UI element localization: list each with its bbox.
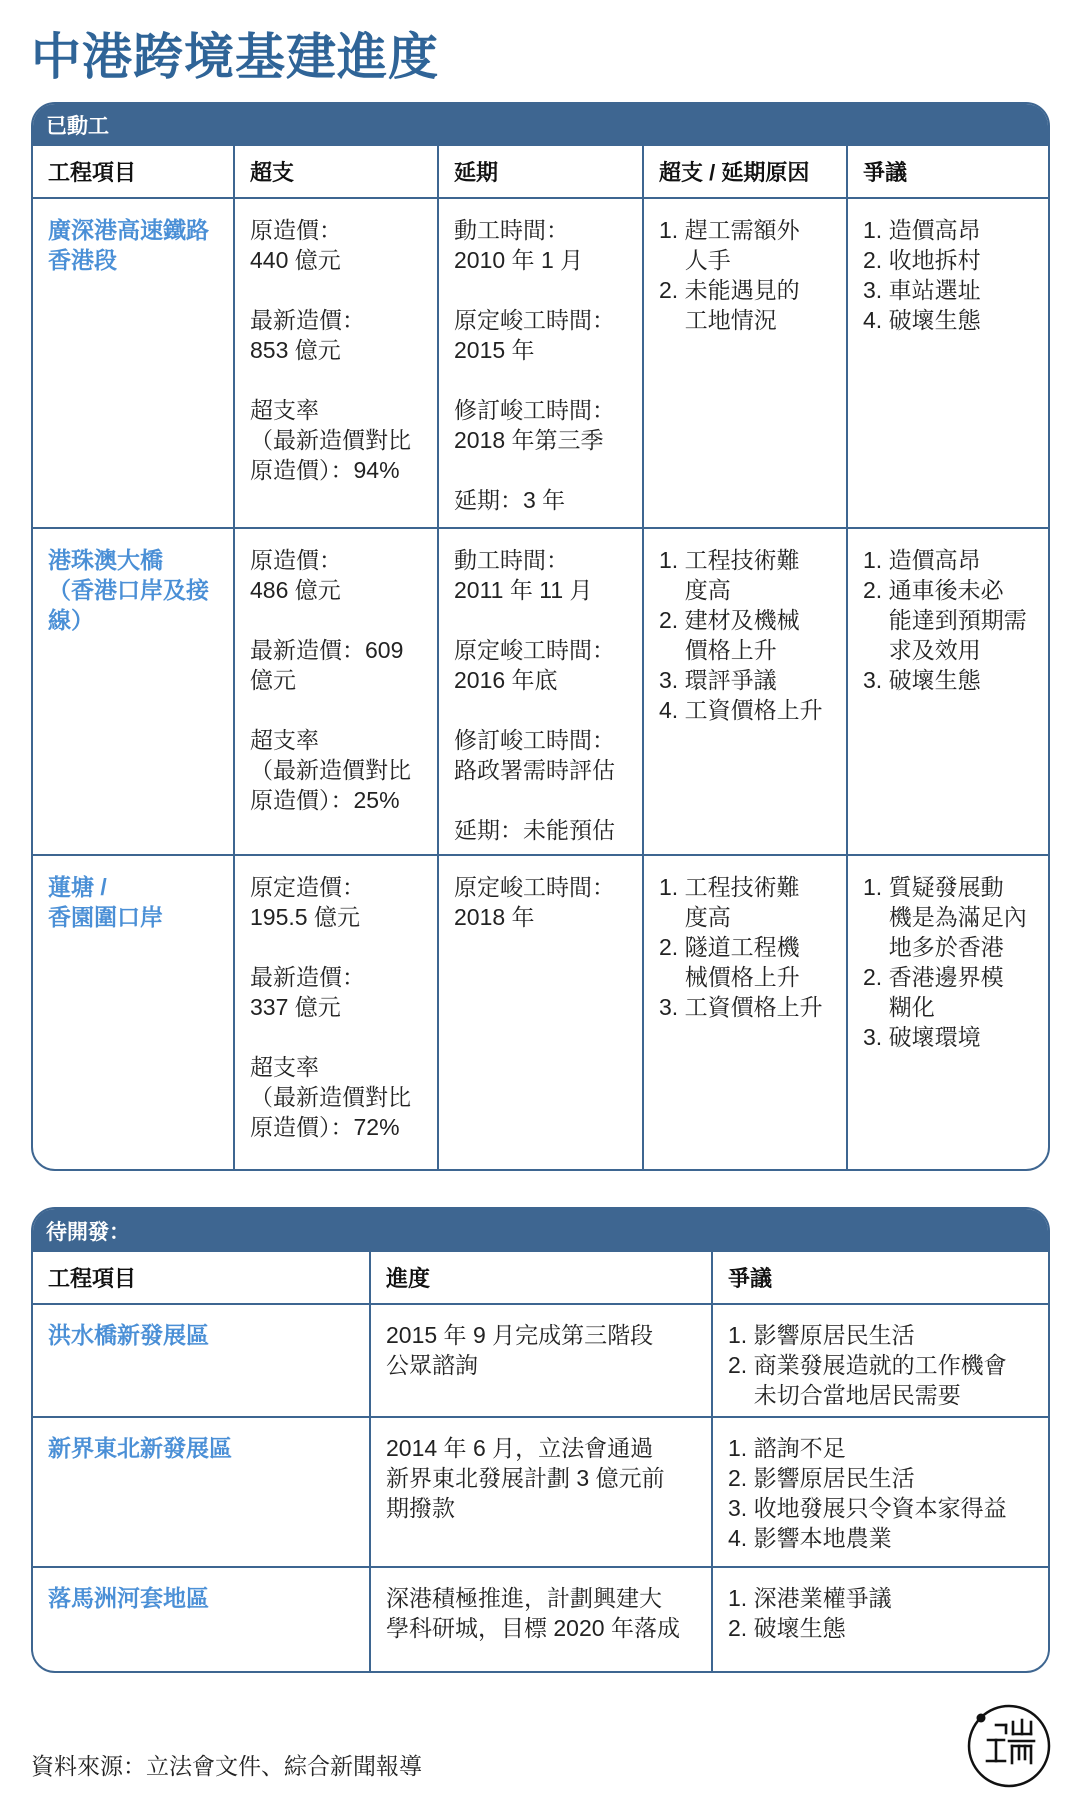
brand-logo-icon-graphic [966, 1703, 1052, 1789]
dispute-item: 2. 通車後未必 能達到預期需 求及效用 [863, 577, 1027, 663]
disputes-cell [848, 199, 1048, 529]
table-row [33, 529, 1048, 856]
reasons-cell [644, 856, 848, 1169]
table-row [33, 856, 1048, 1169]
pending-projects-table [31, 1207, 1050, 1673]
progress-cell [371, 1305, 713, 1418]
reason-item: 2. 建材及機械 價格上升 [659, 607, 800, 663]
delay-item: 修訂峻工時間： 路政署需時評估 [454, 727, 615, 783]
dispute-item: 1. 深港業權爭議 [728, 1585, 892, 1611]
disputes-list [728, 1433, 1038, 1553]
header-row [33, 146, 1048, 199]
table-row [33, 199, 1048, 529]
overrun-item: 超支率 （最新造價對比 原造價）：25% [250, 727, 411, 813]
reason-item: 3. 環評爭議 [659, 667, 777, 693]
dispute-item: 4. 破壞生態 [863, 307, 981, 333]
overrun-item: 最新造價： 337 億元 [250, 964, 365, 1020]
delay-cell [439, 529, 644, 856]
dispute-item: 1. 造價高昂 [863, 217, 981, 243]
pending-projects-grid [33, 1252, 1048, 1671]
dispute-item: 1. 造價高昂 [863, 547, 981, 573]
section-header-pending [33, 1209, 1048, 1252]
progress-text: 2015 年 9 月完成第三階段 公眾諮詢 [386, 1322, 654, 1378]
overrun-item: 最新造價：609 億元 [250, 637, 404, 693]
dispute-item: 2. 收地拆村 [863, 247, 981, 273]
source-note: 資料來源：立法會文件、綜合新聞報導 [31, 1753, 422, 1779]
progress-text: 深港積極推進，計劃興建大 學科研城，目標 2020 年落成 [386, 1585, 680, 1641]
delay-item: 動工時間： 2010 年 1 月 [454, 217, 584, 273]
started-projects-grid [33, 146, 1048, 1169]
dispute-item: 2. 香港邊界模 糊化 [863, 964, 1004, 1020]
column-header-overrun: 超支 [235, 146, 439, 199]
reason-item: 4. 工資價格上升 [659, 697, 823, 723]
reason-item: 1. 工程技術難 度高 [659, 547, 800, 603]
table-row [33, 1568, 1048, 1671]
project-name-cell: 新界東北新發展區 [33, 1418, 371, 1568]
logo-dot [977, 1714, 986, 1723]
dispute-item: 2. 影響原居民生活 [728, 1465, 915, 1491]
dispute-item: 2. 破壞生態 [728, 1615, 846, 1641]
reasons-list [659, 545, 836, 725]
page-title: 中港跨境基建進度 [31, 29, 439, 85]
column-header-disputes: 爭議 [713, 1252, 1048, 1305]
project-name-cell: 廣深港高速鐵路 香港段 [33, 199, 235, 529]
column-header-reasons: 超支 / 延期原因 [644, 146, 848, 199]
reason-item: 2. 隧道工程機 械價格上升 [659, 934, 800, 990]
reason-item: 1. 趕工需額外 人手 [659, 217, 800, 273]
delay-item: 延期：未能預估 [454, 817, 615, 843]
delay-item: 原定峻工時間： 2015 年 [454, 307, 615, 363]
project-name-cell: 洪水橋新發展區 [33, 1305, 371, 1418]
disputes-cell [713, 1568, 1048, 1671]
dispute-item: 3. 收地發展只令資本家得益 [728, 1495, 1007, 1521]
overrun-item: 原定造價： 195.5 億元 [250, 874, 365, 930]
dispute-item: 4. 影響本地農業 [728, 1525, 892, 1551]
reasons-cell [644, 199, 848, 529]
delay-cell [439, 199, 644, 529]
dispute-item: 3. 破壞生態 [863, 667, 981, 693]
dispute-item: 1. 諮詢不足 [728, 1435, 846, 1461]
disputes-list [728, 1320, 1038, 1410]
column-header-progress: 進度 [371, 1252, 713, 1305]
reasons-list [659, 215, 836, 335]
project-name-cell: 蓮塘 / 香園圍口岸 [33, 856, 235, 1169]
column-header-disputes: 爭議 [848, 146, 1048, 199]
delay-item: 原定峻工時間： 2018 年 [454, 874, 615, 930]
overrun-cell [235, 199, 439, 529]
reason-item: 2. 未能遇見的 工地情況 [659, 277, 800, 333]
dispute-item: 2. 商業發展造就的工作機會 未切合當地居民需要 [728, 1352, 1007, 1408]
disputes-cell [848, 529, 1048, 856]
project-name-cell: 落馬洲河套地區 [33, 1568, 371, 1671]
reason-item: 1. 工程技術難 度高 [659, 874, 800, 930]
delay-item: 原定峻工時間： 2016 年底 [454, 637, 615, 693]
progress-text: 2014 年 6 月，立法會通過 新界東北發展計劃 3 億元前 期撥款 [386, 1435, 665, 1521]
overrun-cell [235, 856, 439, 1169]
disputes-list [863, 545, 1038, 695]
delay-cell [439, 856, 644, 1169]
started-projects-table [31, 102, 1050, 1171]
section-title: 已動工 [46, 115, 109, 138]
table-row [33, 1418, 1048, 1568]
section-header-started [33, 104, 1048, 146]
overrun-item: 原造價： 440 億元 [250, 217, 342, 273]
reasons-list [659, 872, 836, 1022]
column-header-project: 工程項目 [33, 1252, 371, 1305]
column-header-project: 工程項目 [33, 146, 235, 199]
overrun-item: 超支率 （最新造價對比 原造價）：72% [250, 1054, 411, 1140]
overrun-item: 最新造價： 853 億元 [250, 307, 365, 363]
disputes-cell [848, 856, 1048, 1169]
section-title: 待開發： [46, 1220, 130, 1244]
dispute-item: 3. 車站選址 [863, 277, 981, 303]
disputes-cell [713, 1305, 1048, 1418]
overrun-item: 原造價： 486 億元 [250, 547, 342, 603]
delay-item: 動工時間： 2011 年 11 月 [454, 547, 593, 603]
overrun-item: 超支率 （最新造價對比 原造價）：94% [250, 397, 411, 483]
disputes-list [863, 872, 1038, 1052]
dispute-item: 1. 影響原居民生活 [728, 1322, 915, 1348]
delay-item: 延期：3 年 [454, 487, 566, 513]
header-row [33, 1252, 1048, 1305]
disputes-list [863, 215, 1038, 335]
logo-mark [987, 1720, 1034, 1763]
reasons-cell [644, 529, 848, 856]
brand-logo-icon [966, 1703, 1052, 1789]
disputes-cell [713, 1418, 1048, 1568]
progress-cell [371, 1418, 713, 1568]
disputes-list [728, 1583, 1038, 1643]
progress-cell [371, 1568, 713, 1671]
overrun-cell [235, 529, 439, 856]
dispute-item: 1. 質疑發展動 機是為滿足內 地多於香港 [863, 874, 1027, 960]
table-row [33, 1305, 1048, 1418]
delay-item: 修訂峻工時間： 2018 年第三季 [454, 397, 615, 453]
project-name-cell: 港珠澳大橋 （香港口岸及接 線） [33, 529, 235, 856]
column-header-delay: 延期 [439, 146, 644, 199]
dispute-item: 3. 破壞環境 [863, 1024, 981, 1050]
reason-item: 3. 工資價格上升 [659, 994, 823, 1020]
